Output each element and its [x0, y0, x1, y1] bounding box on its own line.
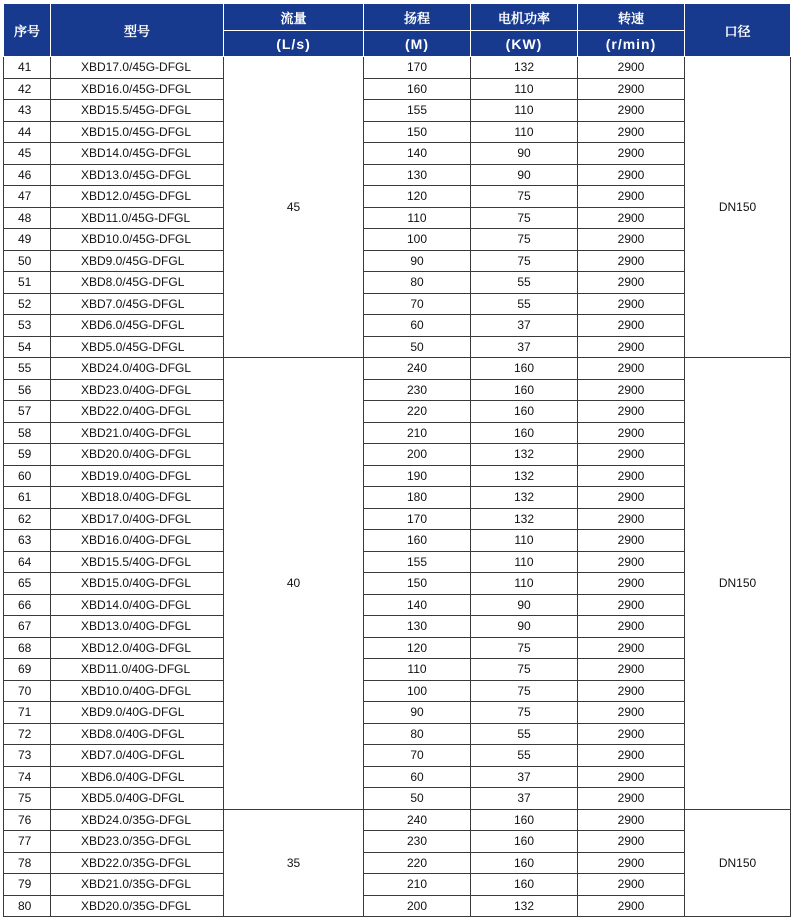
row-number: 69 — [4, 659, 51, 681]
table-row — [4, 315, 791, 337]
head-cell: 50 — [364, 336, 471, 358]
table-row — [4, 594, 791, 616]
table-row — [4, 186, 791, 208]
head-cell: 180 — [364, 487, 471, 509]
row-number: 65 — [4, 573, 51, 595]
model-cell: XBD20.0/35G-DFGL — [51, 895, 224, 917]
table-row — [4, 852, 791, 874]
power-cell: 90 — [471, 616, 578, 638]
flow-cell: 40 — [224, 358, 364, 810]
table-row — [4, 465, 791, 487]
table-row — [4, 659, 791, 681]
speed-cell: 2900 — [578, 143, 685, 165]
model-cell: XBD11.0/40G-DFGL — [51, 659, 224, 681]
table-row — [4, 788, 791, 810]
model-cell: XBD11.0/45G-DFGL — [51, 207, 224, 229]
table-row — [4, 637, 791, 659]
table-row — [4, 616, 791, 638]
model-cell: XBD17.0/45G-DFGL — [51, 57, 224, 79]
row-number: 67 — [4, 616, 51, 638]
head-cell: 170 — [364, 57, 471, 79]
power-cell: 75 — [471, 637, 578, 659]
head-cell: 240 — [364, 809, 471, 831]
row-number: 72 — [4, 723, 51, 745]
speed-cell: 2900 — [578, 702, 685, 724]
head-cell: 240 — [364, 358, 471, 380]
power-cell: 55 — [471, 293, 578, 315]
table-row — [4, 336, 791, 358]
head-cell: 110 — [364, 659, 471, 681]
row-number: 79 — [4, 874, 51, 896]
header-power-unit: (KW) — [471, 31, 578, 57]
row-number: 45 — [4, 143, 51, 165]
model-cell: XBD5.0/45G-DFGL — [51, 336, 224, 358]
row-number: 58 — [4, 422, 51, 444]
power-cell: 37 — [471, 766, 578, 788]
model-cell: XBD19.0/40G-DFGL — [51, 465, 224, 487]
head-cell: 140 — [364, 594, 471, 616]
speed-cell: 2900 — [578, 723, 685, 745]
power-cell: 75 — [471, 186, 578, 208]
row-number: 66 — [4, 594, 51, 616]
head-cell: 210 — [364, 874, 471, 896]
flow-cell: 35 — [224, 809, 364, 917]
power-cell: 160 — [471, 358, 578, 380]
speed-cell: 2900 — [578, 465, 685, 487]
head-cell: 60 — [364, 315, 471, 337]
table-row — [4, 143, 791, 165]
head-cell: 130 — [364, 164, 471, 186]
row-number: 48 — [4, 207, 51, 229]
head-cell: 90 — [364, 702, 471, 724]
speed-cell: 2900 — [578, 809, 685, 831]
row-number: 52 — [4, 293, 51, 315]
power-cell: 75 — [471, 659, 578, 681]
power-cell: 110 — [471, 78, 578, 100]
flow-cell: 45 — [224, 57, 364, 358]
speed-cell: 2900 — [578, 637, 685, 659]
head-cell: 220 — [364, 401, 471, 423]
table-row — [4, 895, 791, 917]
row-number: 73 — [4, 745, 51, 767]
head-cell: 120 — [364, 186, 471, 208]
head-cell: 220 — [364, 852, 471, 874]
row-number: 77 — [4, 831, 51, 853]
table-row — [4, 229, 791, 251]
row-number: 55 — [4, 358, 51, 380]
power-cell: 132 — [471, 444, 578, 466]
model-cell: XBD7.0/45G-DFGL — [51, 293, 224, 315]
table-row — [4, 766, 791, 788]
row-number: 78 — [4, 852, 51, 874]
row-number: 61 — [4, 487, 51, 509]
power-cell: 160 — [471, 401, 578, 423]
speed-cell: 2900 — [578, 616, 685, 638]
table-row — [4, 723, 791, 745]
row-number: 80 — [4, 895, 51, 917]
speed-cell: 2900 — [578, 422, 685, 444]
row-number: 70 — [4, 680, 51, 702]
row-number: 50 — [4, 250, 51, 272]
row-number: 41 — [4, 57, 51, 79]
speed-cell: 2900 — [578, 78, 685, 100]
header-head-unit: (M) — [364, 31, 471, 57]
model-cell: XBD9.0/45G-DFGL — [51, 250, 224, 272]
table-row — [4, 831, 791, 853]
power-cell: 132 — [471, 57, 578, 79]
table-row — [4, 164, 791, 186]
model-cell: XBD20.0/40G-DFGL — [51, 444, 224, 466]
model-cell: XBD16.0/45G-DFGL — [51, 78, 224, 100]
row-number: 49 — [4, 229, 51, 251]
power-cell: 90 — [471, 164, 578, 186]
power-cell: 160 — [471, 379, 578, 401]
power-cell: 37 — [471, 336, 578, 358]
model-cell: XBD14.0/40G-DFGL — [51, 594, 224, 616]
table-header — [4, 4, 791, 57]
table-row — [4, 250, 791, 272]
head-cell: 130 — [364, 616, 471, 638]
table-row — [4, 100, 791, 122]
power-cell: 110 — [471, 121, 578, 143]
speed-cell: 2900 — [578, 659, 685, 681]
model-cell: XBD15.0/45G-DFGL — [51, 121, 224, 143]
head-cell: 70 — [364, 745, 471, 767]
head-cell: 160 — [364, 530, 471, 552]
power-cell: 90 — [471, 594, 578, 616]
model-cell: XBD17.0/40G-DFGL — [51, 508, 224, 530]
header-flow: 流量 — [224, 4, 364, 31]
speed-cell: 2900 — [578, 57, 685, 79]
head-cell: 190 — [364, 465, 471, 487]
row-number: 64 — [4, 551, 51, 573]
header-port: 口径 — [685, 4, 791, 57]
speed-cell: 2900 — [578, 831, 685, 853]
power-cell: 110 — [471, 573, 578, 595]
speed-cell: 2900 — [578, 487, 685, 509]
table-row — [4, 57, 791, 79]
row-number: 57 — [4, 401, 51, 423]
speed-cell: 2900 — [578, 573, 685, 595]
speed-cell: 2900 — [578, 229, 685, 251]
power-cell: 160 — [471, 809, 578, 831]
speed-cell: 2900 — [578, 788, 685, 810]
power-cell: 132 — [471, 465, 578, 487]
model-cell: XBD9.0/40G-DFGL — [51, 702, 224, 724]
power-cell: 110 — [471, 551, 578, 573]
speed-cell: 2900 — [578, 874, 685, 896]
model-cell: XBD8.0/45G-DFGL — [51, 272, 224, 294]
speed-cell: 2900 — [578, 293, 685, 315]
power-cell: 110 — [471, 100, 578, 122]
power-cell: 132 — [471, 487, 578, 509]
row-number: 62 — [4, 508, 51, 530]
head-cell: 200 — [364, 895, 471, 917]
power-cell: 132 — [471, 895, 578, 917]
model-cell: XBD16.0/40G-DFGL — [51, 530, 224, 552]
row-number: 51 — [4, 272, 51, 294]
model-cell: XBD5.0/40G-DFGL — [51, 788, 224, 810]
row-number: 44 — [4, 121, 51, 143]
model-cell: XBD12.0/45G-DFGL — [51, 186, 224, 208]
speed-cell: 2900 — [578, 401, 685, 423]
row-number: 47 — [4, 186, 51, 208]
row-number: 42 — [4, 78, 51, 100]
speed-cell: 2900 — [578, 164, 685, 186]
power-cell: 75 — [471, 680, 578, 702]
table-row — [4, 121, 791, 143]
row-number: 53 — [4, 315, 51, 337]
head-cell: 230 — [364, 831, 471, 853]
header-model: 型号 — [51, 4, 224, 57]
model-cell: XBD15.5/45G-DFGL — [51, 100, 224, 122]
power-cell: 37 — [471, 788, 578, 810]
speed-cell: 2900 — [578, 379, 685, 401]
row-number: 75 — [4, 788, 51, 810]
power-cell: 37 — [471, 315, 578, 337]
model-cell: XBD8.0/40G-DFGL — [51, 723, 224, 745]
table-body — [4, 57, 791, 917]
head-cell: 150 — [364, 573, 471, 595]
head-cell: 50 — [364, 788, 471, 810]
model-cell: XBD21.0/35G-DFGL — [51, 874, 224, 896]
power-cell: 55 — [471, 272, 578, 294]
table-row — [4, 702, 791, 724]
row-number: 68 — [4, 637, 51, 659]
model-cell: XBD13.0/45G-DFGL — [51, 164, 224, 186]
speed-cell: 2900 — [578, 250, 685, 272]
power-cell: 75 — [471, 229, 578, 251]
head-cell: 120 — [364, 637, 471, 659]
power-cell: 75 — [471, 250, 578, 272]
table-row — [4, 379, 791, 401]
power-cell: 90 — [471, 143, 578, 165]
row-number: 76 — [4, 809, 51, 831]
head-cell: 150 — [364, 121, 471, 143]
speed-cell: 2900 — [578, 745, 685, 767]
model-cell: XBD13.0/40G-DFGL — [51, 616, 224, 638]
speed-cell: 2900 — [578, 680, 685, 702]
power-cell: 55 — [471, 745, 578, 767]
head-cell: 140 — [364, 143, 471, 165]
speed-cell: 2900 — [578, 895, 685, 917]
table-row — [4, 530, 791, 552]
row-number: 59 — [4, 444, 51, 466]
power-cell: 55 — [471, 723, 578, 745]
speed-cell: 2900 — [578, 530, 685, 552]
model-cell: XBD6.0/45G-DFGL — [51, 315, 224, 337]
table-row — [4, 358, 791, 380]
table-row — [4, 680, 791, 702]
power-cell: 160 — [471, 422, 578, 444]
speed-cell: 2900 — [578, 336, 685, 358]
header-no: 序号 — [4, 4, 51, 57]
model-cell: XBD15.0/40G-DFGL — [51, 573, 224, 595]
head-cell: 80 — [364, 723, 471, 745]
head-cell: 60 — [364, 766, 471, 788]
table-row — [4, 78, 791, 100]
table-row — [4, 551, 791, 573]
row-number: 46 — [4, 164, 51, 186]
head-cell: 230 — [364, 379, 471, 401]
head-cell: 210 — [364, 422, 471, 444]
row-number: 74 — [4, 766, 51, 788]
power-cell: 132 — [471, 508, 578, 530]
head-cell: 160 — [364, 78, 471, 100]
speed-cell: 2900 — [578, 100, 685, 122]
model-cell: XBD21.0/40G-DFGL — [51, 422, 224, 444]
table-row — [4, 809, 791, 831]
model-cell: XBD15.5/40G-DFGL — [51, 551, 224, 573]
table-row — [4, 401, 791, 423]
model-cell: XBD24.0/35G-DFGL — [51, 809, 224, 831]
speed-cell: 2900 — [578, 766, 685, 788]
model-cell: XBD12.0/40G-DFGL — [51, 637, 224, 659]
port-cell: DN150 — [685, 358, 791, 810]
row-number: 56 — [4, 379, 51, 401]
speed-cell: 2900 — [578, 315, 685, 337]
model-cell: XBD7.0/40G-DFGL — [51, 745, 224, 767]
table-row — [4, 508, 791, 530]
model-cell: XBD18.0/40G-DFGL — [51, 487, 224, 509]
power-cell: 110 — [471, 530, 578, 552]
model-cell: XBD10.0/40G-DFGL — [51, 680, 224, 702]
speed-cell: 2900 — [578, 186, 685, 208]
speed-cell: 2900 — [578, 207, 685, 229]
head-cell: 110 — [364, 207, 471, 229]
header-speed-unit: (r/min) — [578, 31, 685, 57]
model-cell: XBD6.0/40G-DFGL — [51, 766, 224, 788]
speed-cell: 2900 — [578, 272, 685, 294]
row-number: 63 — [4, 530, 51, 552]
port-cell: DN150 — [685, 57, 791, 358]
head-cell: 70 — [364, 293, 471, 315]
table-row — [4, 874, 791, 896]
model-cell: XBD23.0/35G-DFGL — [51, 831, 224, 853]
model-cell: XBD22.0/40G-DFGL — [51, 401, 224, 423]
table-row — [4, 207, 791, 229]
model-cell: XBD22.0/35G-DFGL — [51, 852, 224, 874]
header-flow-unit: (L/s) — [224, 31, 364, 57]
model-cell: XBD23.0/40G-DFGL — [51, 379, 224, 401]
head-cell: 100 — [364, 680, 471, 702]
header-power: 电机功率 — [471, 4, 578, 31]
head-cell: 155 — [364, 100, 471, 122]
row-number: 43 — [4, 100, 51, 122]
speed-cell: 2900 — [578, 444, 685, 466]
head-cell: 155 — [364, 551, 471, 573]
model-cell: XBD14.0/45G-DFGL — [51, 143, 224, 165]
power-cell: 160 — [471, 874, 578, 896]
header-speed: 转速 — [578, 4, 685, 31]
table-row — [4, 293, 791, 315]
power-cell: 75 — [471, 702, 578, 724]
row-number: 54 — [4, 336, 51, 358]
speed-cell: 2900 — [578, 358, 685, 380]
table-row — [4, 444, 791, 466]
head-cell: 100 — [364, 229, 471, 251]
head-cell: 80 — [364, 272, 471, 294]
table-row — [4, 487, 791, 509]
speed-cell: 2900 — [578, 594, 685, 616]
power-cell: 160 — [471, 852, 578, 874]
table-row — [4, 272, 791, 294]
speed-cell: 2900 — [578, 852, 685, 874]
port-cell: DN150 — [685, 809, 791, 917]
header-head: 扬程 — [364, 4, 471, 31]
row-number: 60 — [4, 465, 51, 487]
table-row — [4, 745, 791, 767]
table-row — [4, 422, 791, 444]
speed-cell: 2900 — [578, 121, 685, 143]
speed-cell: 2900 — [578, 508, 685, 530]
model-cell: XBD10.0/45G-DFGL — [51, 229, 224, 251]
table-row — [4, 573, 791, 595]
head-cell: 200 — [364, 444, 471, 466]
pump-spec-table — [3, 3, 791, 917]
row-number: 71 — [4, 702, 51, 724]
model-cell: XBD24.0/40G-DFGL — [51, 358, 224, 380]
head-cell: 170 — [364, 508, 471, 530]
power-cell: 75 — [471, 207, 578, 229]
speed-cell: 2900 — [578, 551, 685, 573]
head-cell: 90 — [364, 250, 471, 272]
power-cell: 160 — [471, 831, 578, 853]
